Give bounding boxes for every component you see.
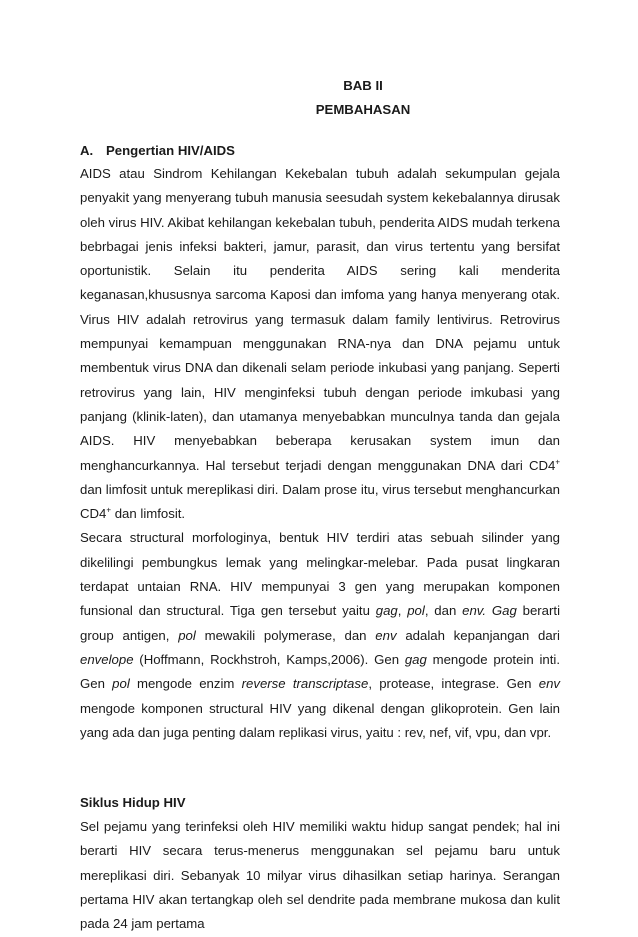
section-a-number: A.: [80, 143, 94, 158]
para1-text-1: AIDS atau Sindrom Kehilangan Kekebalan tubuh adalah sekumpulan gejala penyakit yang menyerang tubuh manusia seesudah system kekebalannya dirusak oleh virus HIV. Akibat kehilangan kekebalan tubuh, penderita AIDS mudah terkena bebrbagai jenis infeksi bakteri, jamur, parasit, dan virus tertentu yang bersifat oportunistik. Selain itu penderita AIDS sering kali menderita keganasan,khususnya sarcoma Kaposi dan imfoma yang hanya menyerang otak. Virus HIV adalah retrovirus yang termasuk dalam family lentivirus. Retrovirus mempunyai kemampuan menggunakan RNA-nya dan DNA pejamu untuk membentuk virus DNA dan dikenali selam periode inkubasi yang panjang. Seperti retrovirus yang lain, HIV menginfeksi tubuh dengan periode imkubasi yang panjang (klinik-laten), dan utamanya menyebabkan munculnya tanda dan gejala AIDS. HIV menyebabkan beberapa kerusakan system imun dan menghancurkannya. Hal tersebut terjadi dengan menggunakan DNA dari CD4: [80, 166, 560, 473]
term-pol: pol: [407, 603, 425, 619]
para1-text-3: dan limfosit.: [111, 506, 186, 522]
para2-text-1: Secara structural morfologinya, bentuk HIV terdiri atas sebuah silinder yang dikelilingi pembungkus lemak yang melingkar-melebar. Pada pusat lingkaran terdapat untaian RNA. HIV mempunyai 3 gen yang merupakan komponen funsional dan structural. Tiga gen tersebut yaitu: [80, 530, 560, 619]
para2-text-12: mengode komponen structural HIV yang dikenal dengan glikoprotein. Gen lain yang ada dan juga penting dalam replikasi virus, yaitu : rev, nef, vif, vpu, dan vpr.: [80, 700, 560, 740]
term-pol-3: pol: [112, 676, 130, 692]
para2-text-6: mewakili polymerase, dan: [195, 627, 376, 643]
para1-text-2: dan limfosit untuk mereplikasi diri. Dalam prose itu, virus tersebut menghancurkan CD4: [80, 481, 560, 522]
para2-text-11: , protease, integrase. Gen: [368, 676, 539, 692]
para2-text-5: berarti group antigen,: [80, 603, 560, 643]
term-pol-2: pol: [178, 627, 196, 643]
chapter-subtitle: PEMBAHASAN: [315, 102, 411, 117]
siklus-heading: Siklus Hidup HIV: [80, 795, 186, 811]
para1-superscript-1: +: [555, 457, 560, 467]
term-env-2: env: [375, 627, 397, 643]
para2-text-8: (Hoffmann, Rockhstroh, Kamps,2006). Gen: [133, 651, 405, 667]
para1-superscript-2: +: [106, 505, 112, 515]
term-reverse-transcriptase: reverse transcriptase: [241, 676, 369, 692]
para2-text-9: mengode protein inti. Gen: [80, 651, 561, 692]
para2-text-10: mengode enzim: [129, 676, 242, 692]
chapter-title: BAB II: [343, 78, 383, 93]
term-gag-2: Gag: [491, 603, 517, 619]
term-envelope: envelope: [80, 651, 134, 667]
para2-text-7: adalah kepanjangan dari: [396, 627, 560, 643]
paragraph-definition: [80, 162, 560, 526]
term-gag: gag: [375, 603, 398, 619]
term-env: env.: [462, 603, 487, 619]
term-env-3: env: [538, 676, 560, 692]
para2-text-3: , dan: [424, 603, 463, 619]
section-a-heading: [80, 140, 560, 162]
paragraph-life-cycle: Sel pejamu yang terinfeksi oleh HIV memiliki waktu hidup sangat pendek; hal ini berarti HIV secara terus-menerus menggunakan sel pejamu baru untuk mereplikasi diri. Sebanyak 10 milyar virus dihasilkan setiap harinya. Serangan pertama HIV akan tertangkap oleh sel dendrite pada membrane mukosa dan kulit pada 24 jam pertama: [80, 819, 560, 932]
para2-text-2: ,: [397, 603, 408, 619]
term-gag-3: gag: [404, 651, 427, 667]
section-a-title: Pengertian HIV/AIDS: [106, 143, 235, 158]
paragraph-morphology: [80, 526, 560, 745]
